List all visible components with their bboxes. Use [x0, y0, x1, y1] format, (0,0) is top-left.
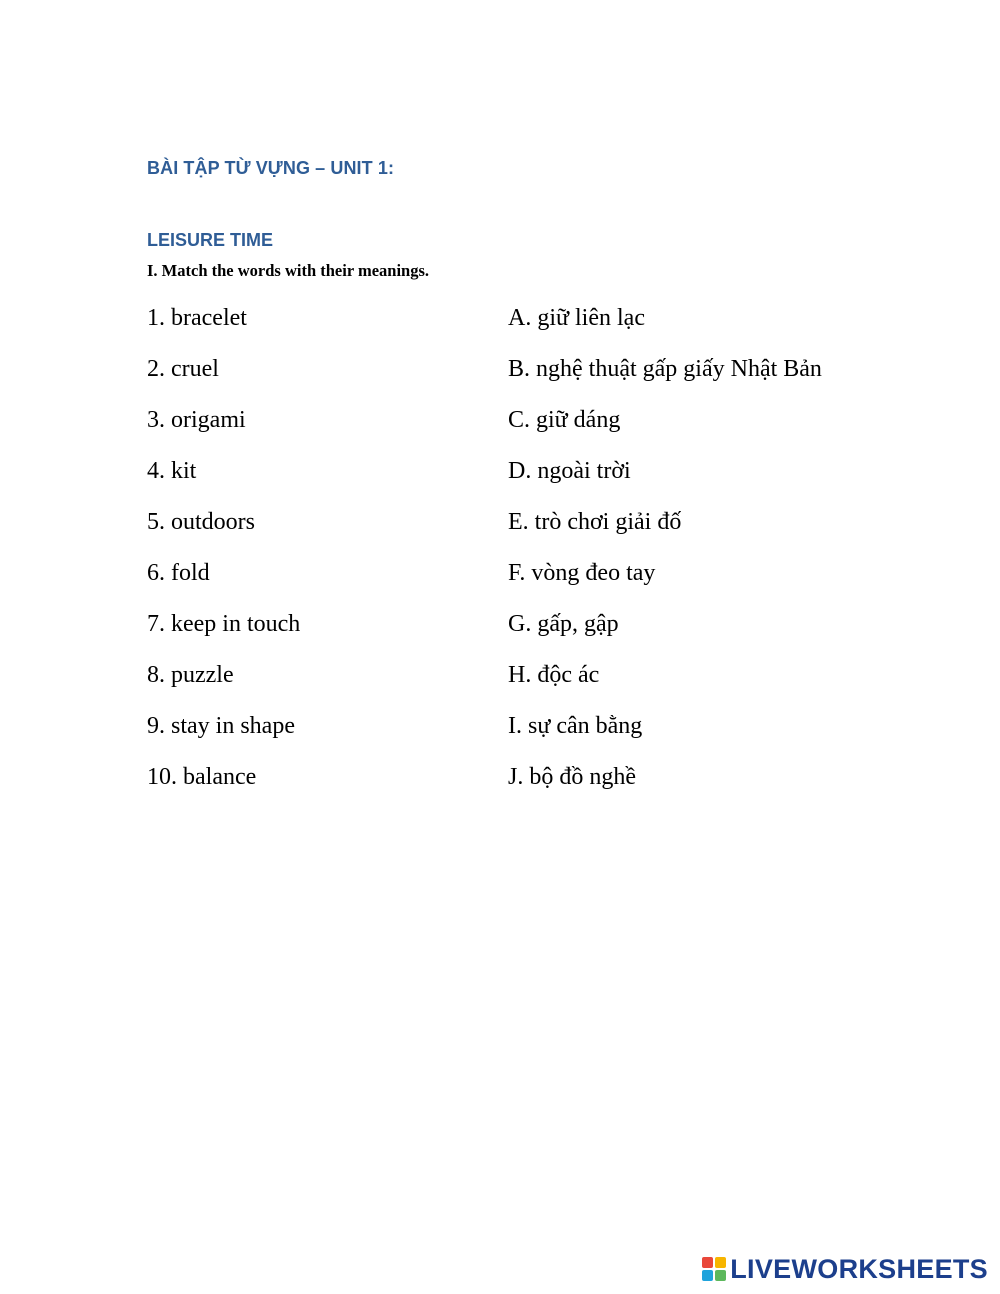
word-item: 5. outdoors [147, 509, 255, 535]
word-item: 9. stay in shape [147, 713, 295, 739]
match-row [147, 657, 907, 708]
meaning-item: I. sự cân bằng [508, 713, 643, 739]
word-item: 3. origami [147, 407, 246, 433]
meaning-item: G. gấp, gập [508, 611, 619, 637]
unit-subtitle: LEISURE TIME [147, 230, 274, 250]
meaning-item: J. bộ đồ nghề [508, 764, 636, 790]
liveworksheets-brand [702, 1254, 988, 1284]
meaning-item: A. giữ liên lạc [508, 305, 645, 331]
meaning-item: B. nghệ thuật gấp giấy Nhật Bản [508, 356, 822, 382]
match-row [147, 300, 907, 351]
match-row [147, 759, 907, 810]
word-item: 2. cruel [147, 356, 219, 382]
word-item: 10. balance [147, 764, 257, 790]
exercise-instruction: I. Match the words with their meanings. [147, 261, 430, 280]
matching-list [147, 300, 907, 810]
word-item: 4. kit [147, 458, 197, 484]
meaning-item: E. trò chơi giải đố [508, 509, 682, 535]
meaning-item: C. giữ dáng [508, 407, 621, 433]
match-row [147, 606, 907, 657]
match-row [147, 708, 907, 759]
meaning-item: F. vòng đeo tay [508, 560, 656, 586]
meaning-item: D. ngoài trời [508, 458, 631, 484]
match-row [147, 453, 907, 504]
match-row [147, 555, 907, 606]
match-row [147, 504, 907, 555]
worksheet-title: BÀI TẬP TỪ VỰNG – UNIT 1: [147, 158, 395, 178]
match-row [147, 351, 907, 402]
word-item: 6. fold [147, 560, 210, 586]
word-item: 7. keep in touch [147, 611, 301, 637]
word-item: 8. puzzle [147, 662, 234, 688]
match-row [147, 402, 907, 453]
liveworksheets-logo-icon [702, 1257, 726, 1281]
meaning-item: H. độc ác [508, 662, 600, 688]
word-item: 1. bracelet [147, 305, 247, 331]
brand-text: LIVEWORKSHEETS [730, 1254, 988, 1284]
